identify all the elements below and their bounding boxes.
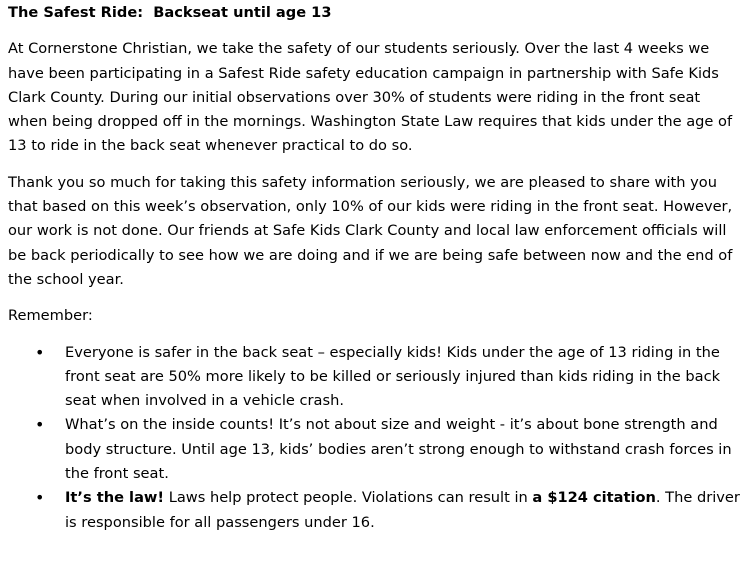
law-lead-text: It’s the law! — [65, 489, 165, 507]
citation-amount-text: a $124 citation — [532, 489, 656, 507]
bullet-item-inside-counts — [8, 413, 743, 486]
document-title: The Safest Ride: Backseat until age 13 — [8, 4, 332, 21]
intro-paragraph: At Cornerstone Christian, we take the safety of our students seriously. Over the last 4 weeks we have been participating in a Safest Ride safety education campaign in partnership with Safe Kids Clark County. During our initial observations over 30% of students were riding in the front seat when being dropped off in the mornings. Washington State Law requires that kids under the age of 13 to ride in the back seat whenever practical to do so. — [8, 40, 733, 155]
bullet-icon: • — [35, 342, 45, 362]
law-text-a: Laws help protect people. Violations can result in — [164, 489, 533, 507]
results-paragraph: Thank you so much for taking this safety information seriously, we are pleased to share with you that based on this week’s observation, only 10% of our kids were riding in the front seat. However, our work is not done. Our friends at Safe Kids Clark County and local law enforcement officials will be back periodically to see how we are doing and if we are being safe between now and the end of the school year. — [8, 173, 733, 288]
bullet-text: What’s on the inside counts! It’s not about size and weight - it’s about bone strength and body structure. Until age 13, kids’ bodies aren’t strong enough to withstand crash forces in the front seat. — [65, 416, 732, 483]
remember-label: Remember: — [8, 307, 93, 325]
bullet-item-back-seat — [8, 341, 743, 414]
bullet-icon: • — [35, 415, 45, 435]
bullet-item-law — [8, 486, 743, 535]
bullet-icon: • — [35, 488, 45, 508]
law-text-b: . The driver is responsible for all passengers under 16. — [65, 489, 740, 531]
safety-bullet-list — [8, 341, 743, 535]
bullet-text: Everyone is safer in the back seat – especially kids! Kids under the age of 13 riding in the front seat are 50% more likely to be killed or seriously injured than kids riding in the back seat when involved in a vehicle crash. — [65, 343, 721, 410]
